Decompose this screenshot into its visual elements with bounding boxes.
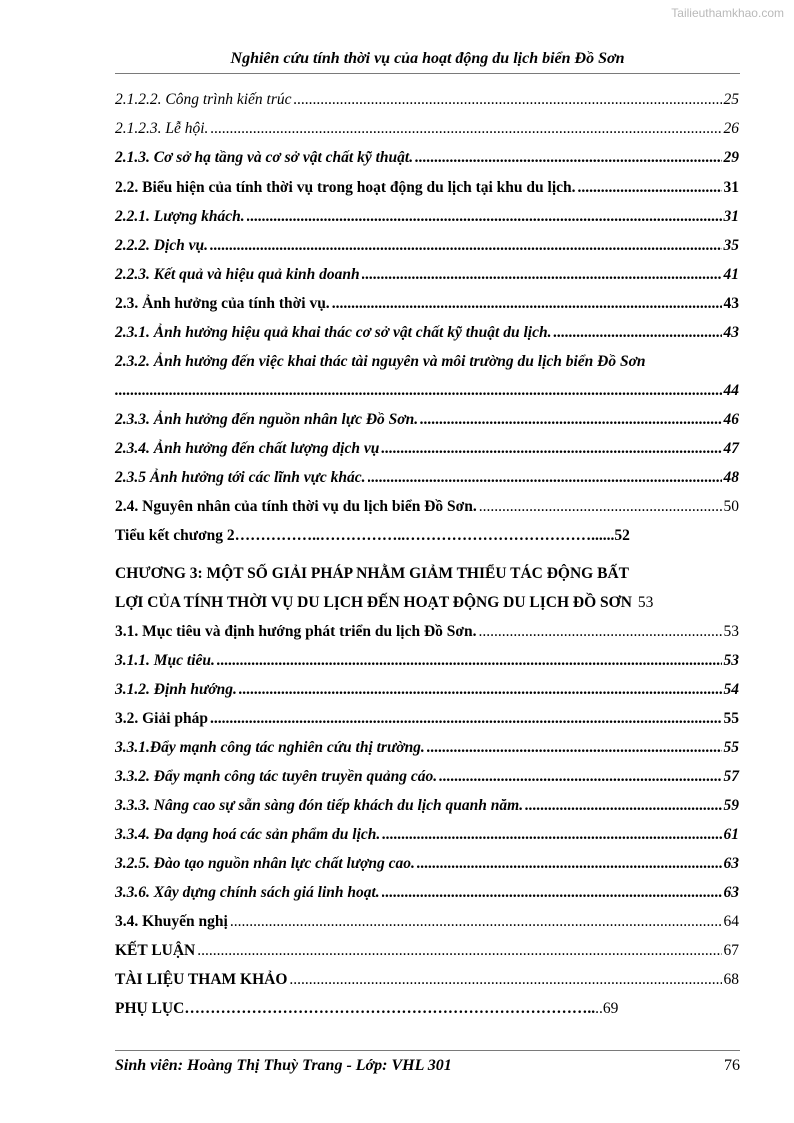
toc-entry[interactable]: 3.1.1. Mục tiêu. ..... 53 [115, 650, 739, 672]
toc-entry[interactable]: PHỤ LỤC…………………………………………………………………….. ..69 [115, 1000, 619, 1017]
toc-entry[interactable]: 3.3.6. Xây dựng chính sách giá linh hoạt. ..... 63 [115, 882, 739, 904]
toc-entry[interactable]: 2.1.2.3. Lễ hội. ..... 26 [115, 118, 739, 140]
toc-entry[interactable]: 3.1. Mục tiêu và định hướng phát triển du lịch Đồ Sơn. ..... 53 [115, 621, 739, 643]
toc-entry[interactable]: 3.2.5. Đào tạo nguồn nhân lực chất lượng cao. ..... 63 [115, 853, 739, 875]
toc-entry[interactable]: KẾT LUẬN ..... 67 [115, 940, 739, 962]
toc-entry[interactable]: 3.3.2. Đẩy mạnh công tác tuyên truyền quảng cáo. ..... 57 [115, 766, 739, 788]
toc-entry-wrapped[interactable]: 2.3.2. Ảnh hưởng đến việc khai thác tài nguyên và môi trường du lịch biển Đồ Sơn [115, 353, 646, 370]
toc-entry[interactable]: 2.1.2.2. Công trình kiến trúc ..... 25 [115, 89, 739, 111]
toc-entry[interactable]: 2.3.4. Ảnh hưởng đến chất lượng dịch vụ ..... 47 [115, 438, 739, 460]
toc-entry[interactable]: 2.2.1. Lượng khách. ..... 31 [115, 206, 739, 228]
toc-entry[interactable]: 2.4. Nguyên nhân của tính thời vụ du lịch biển Đồ Sơn. ..... 50 [115, 496, 739, 518]
toc-entry-continuation[interactable]: ..... 44 [115, 380, 739, 402]
toc-entry[interactable]: 3.1.2. Định hướng. ..... 54 [115, 679, 739, 701]
toc-chapter-heading[interactable]: CHƯƠNG 3: MỘT SỐ GIẢI PHÁP NHẰM GIẢM THIỂU TÁC ĐỘNG BẤT [115, 565, 629, 582]
toc-entry[interactable]: 2.2. Biểu hiện của tính thời vụ trong hoạt động du lịch tại khu du lịch. ..... 31 [115, 177, 739, 199]
watermark: Tailieuthamkhao.com [671, 6, 784, 20]
toc-entry[interactable]: 2.2.3. Kết quả và hiệu quả kinh doanh ..... 41 [115, 264, 739, 286]
document-title: Nghiên cứu tính thời vụ của hoạt động du lịch biển Đồ Sơn [230, 50, 625, 67]
toc-entry[interactable]: TÀI LIỆU THAM KHẢO ..... 68 [115, 969, 739, 991]
footer-author: Sinh viên: Hoàng Thị Thuỳ Trang - Lớp: VHL 301 [115, 1057, 452, 1074]
toc-entry[interactable]: Tiểu kết chương 2……………..……………..………………………………... ...52 [115, 527, 630, 544]
toc-chapter-heading-continuation[interactable]: LỢI CỦA TÍNH THỜI VỤ DU LỊCH ĐẾN HOẠT ĐỘNG DU LỊCH ĐỒ SƠN 53 [115, 594, 654, 611]
toc-entry[interactable]: 3.3.3. Nâng cao sự sẵn sàng đón tiếp khách du lịch quanh năm. ..... 59 [115, 795, 739, 817]
toc-entry[interactable]: 2.1.3. Cơ sở hạ tầng và cơ sở vật chất kỹ thuật. ..... 29 [115, 147, 739, 169]
page-number: 76 [724, 1057, 740, 1074]
page-header [115, 50, 740, 74]
toc-entry[interactable]: 2.3. Ảnh hưởng của tính thời vụ. ..... 43 [115, 293, 739, 315]
toc-entry[interactable]: 2.3.1. Ảnh hưởng hiệu quả khai thác cơ sở vật chất kỹ thuật du lịch. ..... 43 [115, 322, 739, 344]
toc-entry[interactable]: 2.2.2. Dịch vụ. ..... 35 [115, 235, 739, 257]
toc-entry[interactable]: 3.4. Khuyến nghị ..... 64 [115, 911, 739, 933]
toc-entry[interactable]: 3.3.4. Đa dạng hoá các sản phẩm du lịch. ..... 61 [115, 824, 739, 846]
toc-entry[interactable]: 3.2. Giải pháp ..... 55 [115, 708, 739, 730]
toc-entry[interactable]: 2.3.3. Ảnh hưởng đến nguồn nhân lực Đồ Sơn. ..... 46 [115, 409, 739, 431]
toc-entry[interactable]: 2.3.5 Ảnh hưởng tới các lĩnh vực khác. ..... 48 [115, 467, 739, 489]
toc-entry[interactable]: 3.3.1.Đẩy mạnh công tác nghiên cứu thị trường. ..... 55 [115, 737, 739, 759]
page-footer [115, 1050, 740, 1075]
